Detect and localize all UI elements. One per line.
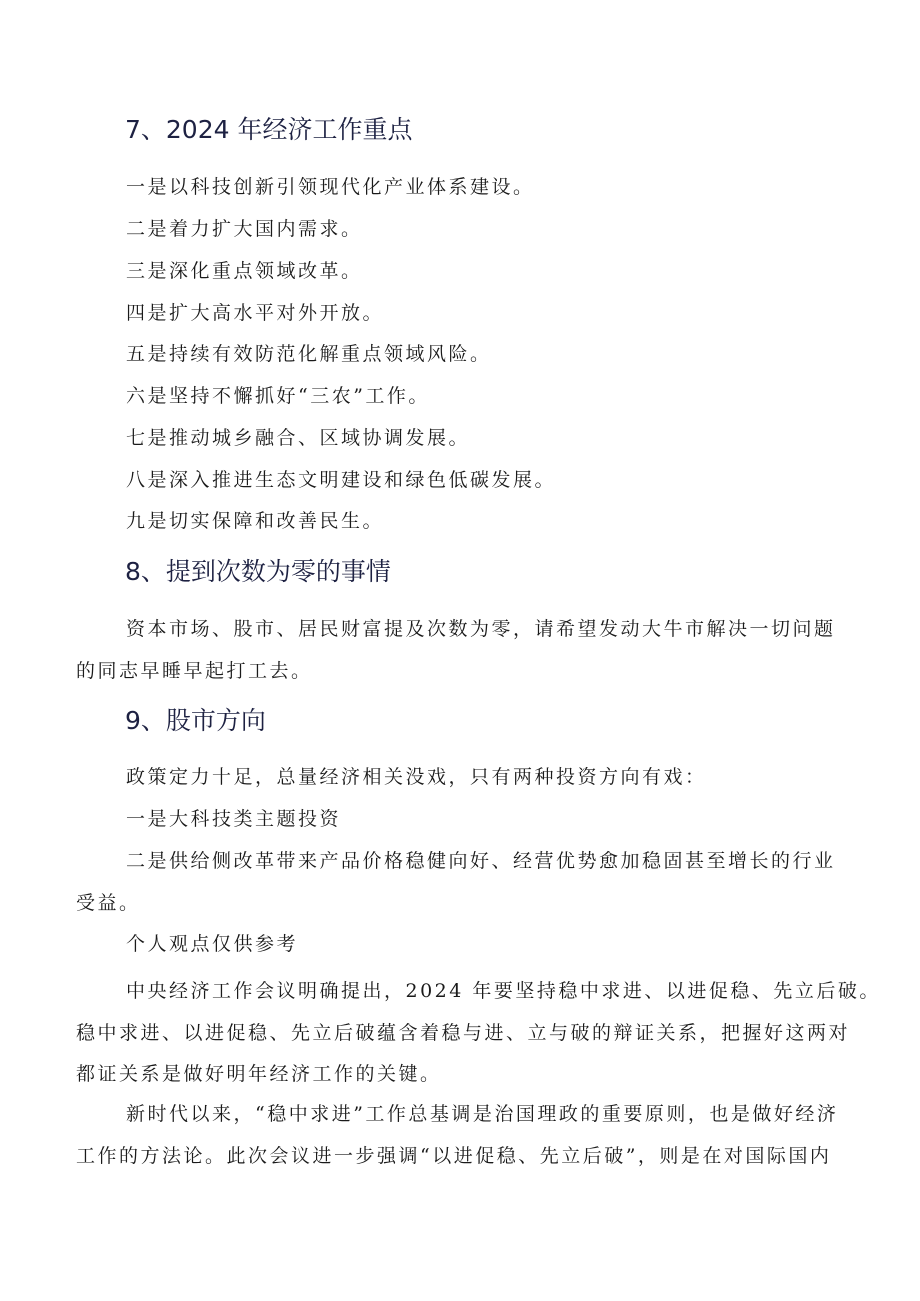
list-item: 二是着力扩大国内需求。 <box>126 218 363 240</box>
list-item: 八是深入推进生态文明建设和绿色低碳发展。 <box>126 469 557 491</box>
section-heading-7: 7、2024 年经济工作重点 <box>125 115 413 144</box>
paragraph-line: 工作的方法论。此次会议进一步强调“以进促稳、先立后破”，则是在对国际国内 <box>76 1145 832 1167</box>
list-item: 三是深化重点领域改革。 <box>126 260 363 282</box>
list-item: 一是以科技创新引领现代化产业体系建设。 <box>126 176 535 198</box>
paragraph-line: 资本市场、股市、居民财富提及次数为零，请希望发动大牛市解决一切问题 <box>126 618 836 640</box>
paragraph-line: 一是大科技类主题投资 <box>126 808 342 830</box>
paragraph-line: 都证关系是做好明年经济工作的关键。 <box>76 1063 442 1085</box>
list-item: 九是切实保障和改善民生。 <box>126 510 385 532</box>
paragraph-line: 政策定力十足，总量经济相关没戏，只有两种投资方向有戏： <box>126 766 707 788</box>
paragraph-line: 受益。 <box>76 892 141 914</box>
paragraph-line: 中央经济工作会议明确提出，2024 年要坚持稳中求进、以进促稳、先立后破。 <box>126 980 881 1002</box>
paragraph-line: 新时代以来，“稳中求进”工作总基调是治国理政的重要原则，也是做好经济 <box>126 1103 839 1125</box>
list-item: 四是扩大高水平对外开放。 <box>126 302 385 324</box>
paragraph-line: 二是供给侧改革带来产品价格稳健向好、经营优势愈加稳固甚至增长的行业 <box>126 850 836 872</box>
section-heading-8: 8、提到次数为零的事情 <box>125 557 391 586</box>
section-heading-9: 9、股市方向 <box>125 706 266 735</box>
paragraph-line: 的同志早睡早起打工去。 <box>76 660 313 682</box>
paragraph-line: 稳中求进、以进促稳、先立后破蕴含着稳与进、立与破的辩证关系，把握好这两对 <box>76 1022 851 1044</box>
list-item: 五是持续有效防范化解重点领域风险。 <box>126 343 492 365</box>
list-item: 七是推动城乡融合、区域协调发展。 <box>126 427 471 449</box>
paragraph-line: 个人观点仅供参考 <box>126 933 299 955</box>
list-item: 六是坚持不懈抓好“三农”工作。 <box>126 385 430 407</box>
